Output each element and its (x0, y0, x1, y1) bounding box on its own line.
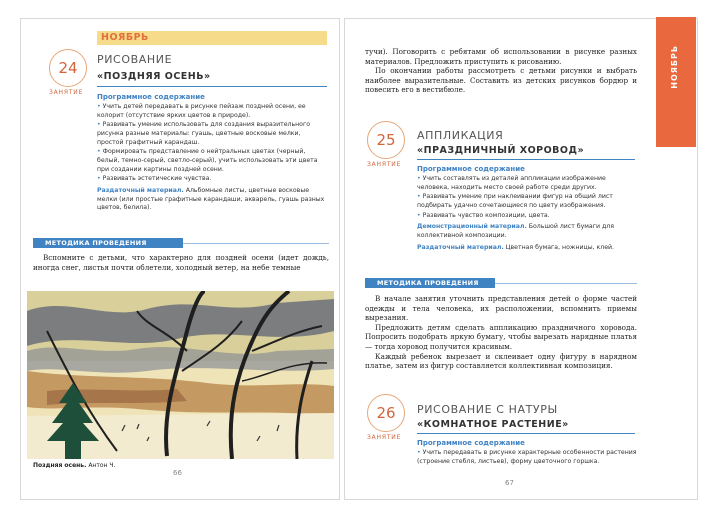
lesson-word: ЗАНЯТИЕ (367, 161, 402, 168)
bullet-icon: • (417, 211, 423, 219)
program-heading: Программное содержание (417, 439, 525, 447)
lesson-number: 24 (58, 59, 78, 77)
lesson-word: ЗАНЯТИЕ (49, 89, 84, 96)
body-text: Вспомните с детьми, что характерно для поздней осени (идет дождь, иногда снег, листья почти облетели, холодный ветер, на небе темные (33, 253, 329, 272)
bullet-icon: • (97, 103, 103, 110)
program-item: • Учить детей передавать в рисунке пейзаж поздней осени, ее колорит (отсутствие ярких цветов в природе). (97, 103, 306, 119)
bullet-icon: • (417, 449, 423, 456)
title-rule (417, 159, 635, 160)
method-tab (33, 238, 183, 248)
page-number-right: 67 (505, 479, 514, 487)
continuation-text: тучи). Поговорить с ребятами об использовании в рисунке разных материалов. Предложить приступить к рисованию. По окончании работы рассмотреть с детьми рисунки и выбрать наиболее выразительные. Составить из детских рисунков бордюр и повесить его в вестибюле. (365, 47, 637, 95)
month-label: НОЯБРЬ (101, 32, 149, 43)
month-bar (97, 31, 327, 45)
demo-material: Демонстрационный материал. Большой лист бумаги для коллективной композиции. (417, 223, 614, 239)
program-list (417, 449, 639, 467)
right-page (344, 18, 698, 500)
bullet-icon: • (417, 175, 423, 182)
program-item: • Учить составлять из деталей аппликации изображение человека, находить место своей работе среди других. (417, 175, 606, 191)
lesson-number-circle (367, 121, 405, 159)
lesson-number: 25 (376, 131, 396, 149)
activity-title: «ПОЗДНЯЯ ОСЕНЬ» (97, 71, 211, 82)
handout-material: Раздаточный материал. Цветная бумага, ножницы, клей. (417, 243, 615, 251)
program-item: • Развивать умение использовать для создания выразительного рисунка разные материалы: гуашь, цветные восковые мелки, простой графитный карандаш. (97, 121, 310, 146)
bullet-icon: • (417, 193, 423, 201)
side-tab-label: НОЯБРЬ (670, 45, 679, 89)
bullet-icon: • (97, 175, 103, 183)
activity-type: РИСОВАНИЕ С НАТУРЫ (417, 403, 558, 416)
activity-type: РИСОВАНИЕ (97, 53, 173, 66)
method-text: В начале занятия уточнить представления детей о форме частей одежды и тела человека, их расположении, вспомнить приемы вырезания. Предложить детям сделать аппликацию праздничного хоровода. Попросить подобрать яркую бумагу, чтобы вырезать нарядные платья — тогда хоровод получится красивым. Каждый ребенок вырезает и склеивает одну фигуру в нарядном платье, затем из фигур составляется коллективная композиция. (365, 294, 637, 371)
program-heading: Программное содержание (417, 165, 525, 173)
handout-material: Раздаточный материал. Альбомные листы, цветные восковые мелки (или простые графитные карандаши, акварель, гуашь разных цветов, белила). (97, 186, 325, 212)
activity-title: «КОМНАТНОЕ РАСТЕНИЕ» (417, 419, 569, 430)
title-rule (97, 86, 327, 87)
program-item: • Развивать эстетические чувства. (97, 175, 212, 183)
activity-type: АППЛИКАЦИЯ (417, 129, 504, 142)
bullet-icon: • (97, 121, 103, 129)
lesson-number-circle (367, 394, 405, 432)
program-heading: Программное содержание (97, 93, 205, 101)
painting-caption: Поздняя осень. Антон Ч. (33, 462, 116, 469)
page-number-left: 66 (173, 469, 182, 477)
program-item: • Развивать чувство композиции, цвета. (417, 211, 550, 219)
program-item: • Формировать представление о нейтральных цветах (черный, белый, темно-серый, светло-серый), учить использовать эти цвета при создании картины поздней осени. (97, 148, 318, 173)
program-item: • Учить передавать в рисунке характерные особенности растения (строение стебля, листьев), форму цветочного горшка. (417, 449, 637, 465)
lesson-word: ЗАНЯТИЕ (367, 434, 402, 441)
title-rule (417, 433, 635, 434)
method-label: МЕТОДИКА ПРОВЕДЕНИЯ (377, 279, 479, 287)
painting-late-autumn (27, 291, 334, 459)
bullet-icon: • (97, 148, 103, 156)
method-label: МЕТОДИКА ПРОВЕДЕНИЯ (45, 239, 147, 247)
method-tab (365, 278, 495, 288)
activity-title: «ПРАЗДНИЧНЫЙ ХОРОВОД» (417, 145, 585, 156)
lesson-number-circle (49, 49, 87, 87)
program-list (97, 103, 329, 214)
left-page (20, 18, 340, 500)
program-list (417, 175, 639, 253)
side-tab (656, 17, 696, 147)
program-item: • Развивать умение при наклеивании фигур на общий лист подбирать удачно сочетающиеся по цвету изображения. (417, 193, 613, 209)
lesson-number: 26 (376, 404, 396, 422)
